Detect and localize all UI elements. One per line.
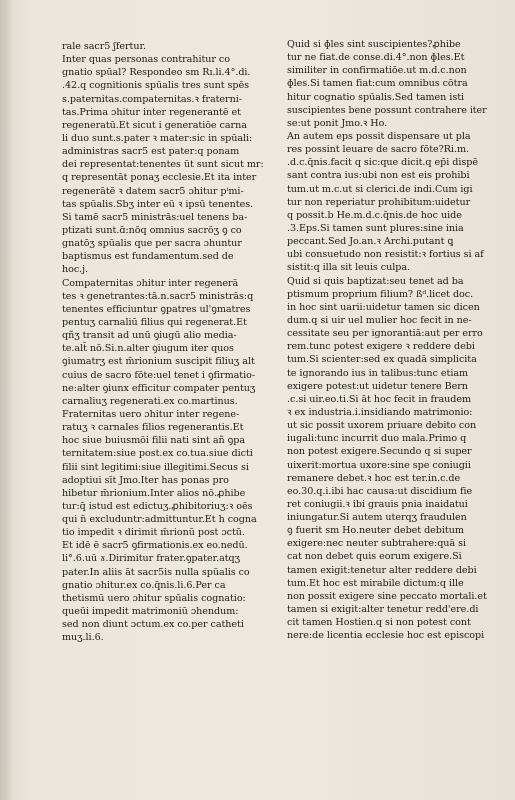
- left-column-line: li°.6.uū ɤ.Dirimitur frater.ꝯpater.atqʒ: [62, 553, 241, 565]
- left-column-line: ne:alter ꝯiunx efficitur compater pentuʒ: [62, 382, 256, 394]
- right-column-line: iniungatur.Si autem uterqʒ fraudulen: [287, 512, 467, 524]
- right-column-line: te ignorando ius in talibus:tunc etiam: [287, 367, 469, 379]
- right-column-line: ret coniugii.ꝛ ibi grauis pnia inaidatui: [287, 498, 468, 510]
- left-column-line: queūi impedit matrimoniū ɔhendum:: [62, 606, 239, 618]
- right-column-line: eo.30.q.i.ibi hac causa:ut discidium fie: [287, 485, 473, 497]
- right-column-line: suscipientes bene possunt contrahere iter: [287, 104, 487, 116]
- right-column-line: cit tamen Hostien.q si non potest cont: [287, 617, 471, 629]
- right-column-line: in hoc sint uarii:uidetur tamen sic dicen: [287, 301, 480, 313]
- left-column-line: hoc.j.: [62, 264, 89, 276]
- left-column-line: administras sacr5 est pater:q ponam: [62, 146, 240, 158]
- left-column-line: qñʒ transit ad unū ꝯiugū alio media-: [62, 330, 237, 342]
- left-column-line: cuius de sacro fōte:uel tenet i ꝯfirmatio-: [62, 369, 256, 381]
- right-column-line: ɸles.Si tamen fiat:cum omnibus cōtra: [287, 78, 468, 90]
- left-column-line: regeneratū.Et sicut i generatiōe carna: [62, 119, 247, 131]
- left-column-line: ꝯiumatrʒ est m̄rionium suscipit filiuʒ alt: [62, 356, 255, 368]
- right-column-line: sant contra ius:ubi non est eis prohibi: [287, 170, 470, 182]
- right-column-line: tum.Si scienter:sed ex quadā simplicita: [287, 354, 477, 366]
- left-column-line: ternitatem:siue post.ex co.tua.siue dicti: [62, 448, 253, 460]
- left-column-line: Inter quas personas contrahitur co: [62, 54, 230, 66]
- right-column-line: ut sic possit uxorem priuare debito con: [287, 420, 477, 432]
- left-column-line: .42.q cognitionis spūalis tres sunt spēs: [62, 80, 249, 92]
- right-column-line: cessitate seu per ignorantiā:aut per erro: [287, 328, 483, 340]
- left-column-line: regenerātē ꝛ datem sacr5 ɔhitur pⁱmi-: [62, 185, 244, 197]
- left-column-line: gnatio ɔhitur.ex co.q̄nis.li.6.Per ca: [62, 579, 226, 591]
- left-column-line: ptizati sunt.ɑ̄:nōq omnius sacrōʒ ꝯ co: [62, 224, 242, 236]
- left-column-line: rale sacr5 ʃfertur.: [62, 41, 146, 52]
- left-column-line: filii sint legitimi:siue illegitimi.Secus si: [62, 461, 249, 473]
- page-gutter-shadow: [0, 0, 14, 800]
- right-column-line: non potest exigere.Secundo q si super: [287, 446, 472, 458]
- right-text-column: [287, 38, 487, 642]
- right-column-line: remanere debet.ꝛ hoc est ter.in.c.de: [287, 472, 461, 484]
- right-column-line: q possit.b He.m.d.c.q̄nis.de hoc uide: [287, 209, 462, 221]
- right-column-line: tamen si exigit:alter tenetur redd'ere.di: [287, 604, 479, 616]
- right-column-line: peccant.Sed Jo.an.ꝛ Archi.putant ꝗ: [287, 236, 454, 248]
- left-column-line: tas.Prima ɔhitur inter regenerantē et: [62, 106, 241, 118]
- right-column-line: se:ut ponit Jmo.ꝛ Ho.: [287, 117, 388, 129]
- right-column-line: dum.q si uir uel mulier hoc fecit in ne-: [287, 314, 472, 326]
- right-column-line: exigere:nec neuter subtrahere:quā si: [287, 538, 466, 550]
- right-column-line: rem.tunc potest exigere ꝛ reddere debi: [287, 341, 475, 353]
- left-column-line: Et idē ē sacr5 ꝯfirmationis.ex eo.nedū.: [62, 540, 248, 552]
- left-column-line: tur:q̄ istud est edictuʒ.ꝓhibitoriuʒ:ꝛ oēs: [62, 500, 253, 512]
- right-column-line: res possint leuare de sacro fōte?Ri.m.: [287, 144, 469, 156]
- left-column-line: Si tamē sacr5 ministrās:uel tenens ba-: [62, 211, 248, 223]
- left-column-line: tes ꝛ genetrantes:tā.n.sacr5 ministrās:q: [62, 290, 254, 302]
- right-column-line: ptismum proprium filium? ßᵈ.licet doc.: [287, 288, 474, 300]
- right-column-line: cat non debet quis eorum exigere.Si: [287, 551, 462, 563]
- right-column-line: tum.Et hoc est mirabile dictum:q ille: [287, 577, 464, 589]
- right-column-line: non possit exigere sine peccato mortali.et: [287, 590, 487, 602]
- left-column-line: muʒ.li.6.: [62, 632, 104, 644]
- left-text-column: [62, 40, 272, 644]
- right-column-line: tum.ut m.c.ut si clerici.de indi.Cum igi: [287, 183, 473, 195]
- left-column-line: li duo sunt.s.pater ꝛ mater:sic in spūali:: [62, 132, 253, 144]
- left-column-line: tas spūalis.Sbʒ inter eū ꝛ ipsū tenentes.: [62, 198, 254, 210]
- left-column-line: baptismus est fundamentum.sed de: [62, 251, 234, 263]
- right-column-line: uixerit:mortua uxore:sine spe coniugii: [287, 459, 471, 471]
- left-column-line: gnatio spūal? Respondeo sm Rı.li.4°.di.: [62, 67, 251, 79]
- right-column-line: .c.si uir.eo.ti.Si āt hoc fecit in fraudem: [287, 393, 472, 405]
- right-column-line: nere:de licentia ecclesie hoc est episcopi: [287, 630, 485, 642]
- left-column-line: hoc siue buiusmōi filii nati sint añ ꝯpa: [62, 435, 246, 447]
- right-column-line: tamen exigit:tenetur alter reddere debi: [287, 564, 477, 576]
- right-column-line: ꝛ ex industria.i.insidiando matrimonio:: [287, 406, 473, 418]
- right-column-line: ubi consuetudo non resistit:ꝛ fortius si af: [287, 249, 484, 261]
- left-column-line: q representāt ponaʒ ecclesie.Et ita inter: [62, 172, 257, 184]
- left-column-line: tio impedit ꝛ dirimit m̄rionū post ɔctū.: [62, 527, 245, 539]
- left-column-line: te.alt̄ nō.Si.n.alter ꝯiugum iter quos: [62, 343, 234, 355]
- left-column-line: hibetur m̄rionium.Inter alios nō.ꝓhibe: [62, 487, 246, 499]
- right-column-line: tur non reperiatur prohibitum:uidetur: [287, 196, 471, 208]
- left-column-line: gnatōʒ spūalis que per sacra ɔhuntur: [62, 238, 242, 250]
- right-column-line: An autem eps possit dispensare ut pla: [287, 130, 471, 142]
- left-column-line: pentuʒ carnaliū filius qui regenerat.Et: [62, 316, 247, 328]
- right-column-line: .d.c.q̄nis.facit q sic:que dicit.q ep̄i dispē: [287, 157, 478, 169]
- left-column-line: ratuʒ ꝛ carnales filios regenerantis.Et: [62, 422, 244, 434]
- left-column-line: tenentes efficiuntur ꝯpatres ul'ꝯmatres: [62, 303, 251, 315]
- right-column-line: ꝯ fuerit sm Ho.neuter debet debitum: [287, 525, 464, 537]
- left-column-line: adoptiui sīt Jmo.Iter has ponas pro: [62, 474, 229, 486]
- right-column-line: .3.Eps.Si tamen sunt plures:sine inia: [287, 222, 464, 234]
- left-column-line: s.paternitas.compaternitas.ꝛ fraterni-: [62, 93, 242, 105]
- right-column-line: hitur cognatio spūalis.Sed tamen isti: [287, 91, 465, 103]
- left-column-line: Fraternitas uero ɔhitur inter regene-: [62, 408, 240, 420]
- right-column-line: tur ne fiat.de conse.di.4°.non ɸles.Et: [287, 52, 465, 64]
- right-column-line: Quid si ɸles sint suscipientes?ꝓhibe: [287, 39, 461, 50]
- left-column-line: Compaternitas ɔhitur inter regenerā: [62, 277, 239, 289]
- right-column-line: exigere potest:ut uidetur tenere Bern: [287, 380, 468, 392]
- right-column-line: Quid si quis baptizat:seu tenet ad ba: [287, 275, 464, 287]
- left-column-line: sed non diunt ɔctum.ex co.per catheti: [62, 619, 244, 631]
- left-column-line: carnaliuʒ regenerati.ex co.martinus.: [62, 395, 238, 407]
- left-column-line: qui n̄ excluduntr:admittuntur.Et h cogna: [62, 514, 257, 526]
- right-column-line: sistit:q illa sit leuis culpa.: [287, 262, 410, 274]
- left-column-line: pater.In aliis āt sacr5is nulla spūalis co: [62, 566, 250, 578]
- left-column-line: dei representat:tenentes ūt sunt sicut mr:: [62, 159, 264, 171]
- left-column-line: thetismū uero ɔhitur spūalis cognatio:: [62, 592, 246, 604]
- right-column-line: similiter in confirmatiōe.ut m.d.c.non: [287, 65, 467, 77]
- right-column-line: iugali:tunc incurrit duo mala.Primo q: [287, 433, 467, 445]
